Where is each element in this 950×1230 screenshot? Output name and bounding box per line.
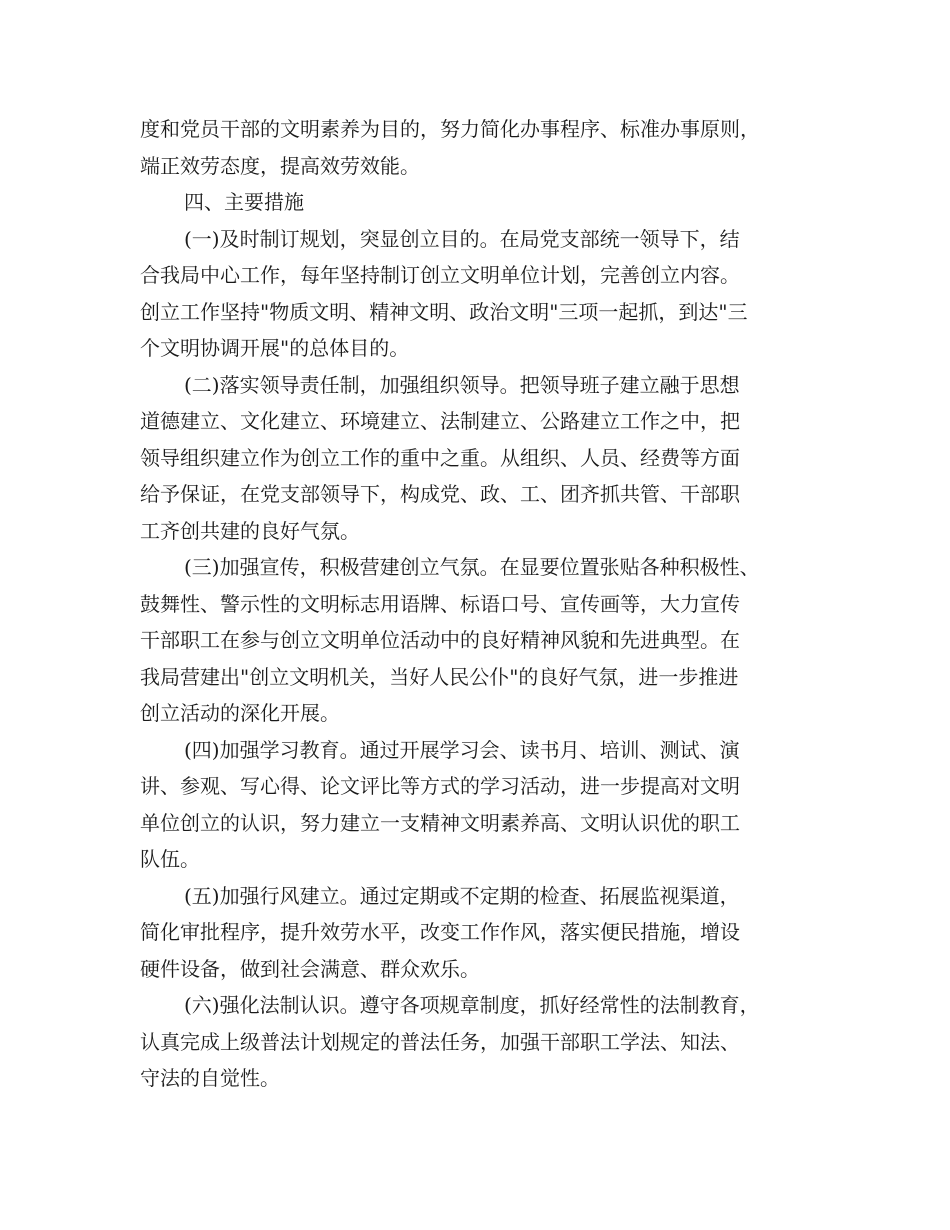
paragraph-first-line: (二)落实领导责任制，加强组织领导。把领导班子建立融于思想 xyxy=(184,372,740,397)
paragraph-line: 鼓舞性、警示性的文明标志用语牌、标语口号、宣传画等，大力宣传 xyxy=(140,591,740,616)
paragraph-line: 我局营建出"创立文明机关，当好人民公仆"的良好气氛，进一步推进 xyxy=(140,664,739,689)
paragraph-line: 干部职工在参与创立文明单位活动中的良好精神风貌和先进典型。在 xyxy=(140,628,740,652)
paragraph-line: 给予保证，在党支部领导下，构成党、政、工、团齐抓共管、干部职 xyxy=(140,482,740,506)
paragraph-line: 创立活动的深化开展。 xyxy=(140,701,340,725)
paragraph-line: 认真完成上级普法计划规定的普法任务，加强干部职工学法、知法、 xyxy=(140,1029,740,1054)
paragraph-line: 单位创立的认识，努力建立一支精神文明素养高、文明认识优的职工 xyxy=(140,810,740,835)
paragraph-line: 硬件设备，做到社会满意、群众欢乐。 xyxy=(140,956,480,981)
paragraph-first-line: (三)加强宣传，积极营建创立气氛。在显要位置张贴各种积极性、 xyxy=(184,555,760,579)
paragraph-line: 端正效劳态度，提高效劳效能。 xyxy=(140,153,420,178)
paragraph-line: 队伍。 xyxy=(140,847,200,871)
paragraph-line: 道德建立、文化建立、环境建立、法制建立、公路建立工作之中，把 xyxy=(140,409,740,433)
paragraph-first-line: (六)强化法制认识。遵守各项规章制度，抓好经常性的法制教育， xyxy=(184,993,760,1017)
paragraph-first-line: (四)加强学习教育。通过开展学习会、读书月、培训、测试、演 xyxy=(184,737,740,762)
paragraph-line: 度和党员干部的文明素养为目的，努力简化办事程序、标准办事原则， xyxy=(140,117,760,141)
paragraph-first-line: (一)及时制订规划，突显创立目的。在局党支部统一领导下，结 xyxy=(184,226,740,251)
paragraph-first-line: (五)加强行风建立。通过定期或不定期的检查、拓展监视渠道， xyxy=(184,883,740,908)
paragraph-line: 工齐创共建的良好气氛。 xyxy=(140,518,360,543)
paragraph-line: 个文明协调开展"的总体目的。 xyxy=(140,336,410,360)
paragraph-line: 守法的自觉性。 xyxy=(140,1066,280,1090)
paragraph-line: 创立工作坚持"物质文明、精神文明、政治文明"三项一起抓，到达"三 xyxy=(140,299,748,324)
paragraph-line: 简化审批程序，提升效劳水平，改变工作作风，落实便民措施，增设 xyxy=(140,920,740,944)
paragraph-line: 讲、参观、写心得、论文评比等方式的学习活动，进一步提高对文明 xyxy=(140,774,740,798)
paragraph-line: 领导组织建立作为创立工作的重中之重。从组织、人员、经费等方面 xyxy=(140,445,740,470)
document-body xyxy=(140,111,830,1097)
paragraph-line: 合我局中心工作，每年坚持制订创立文明单位计划，完善创立内容。 xyxy=(140,263,740,287)
paragraph-first-line: 四、主要措施 xyxy=(184,190,304,214)
